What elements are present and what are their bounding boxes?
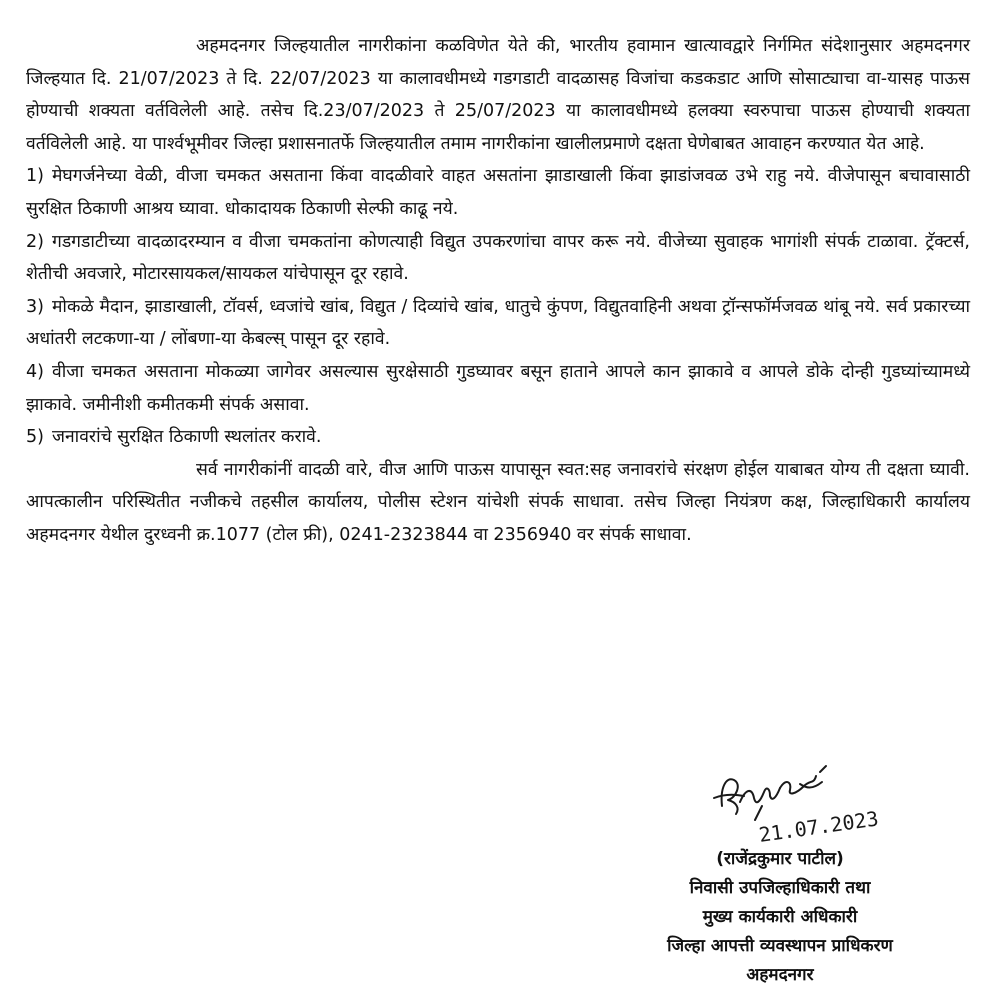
list-item — [26, 226, 970, 291]
handwritten-signature — [700, 758, 900, 848]
list-item — [26, 356, 970, 421]
signature-date: 21.07.2023 — [757, 806, 880, 847]
signatory-designation-1: निवासी उपजिल्हाधिकारी तथा — [689, 878, 871, 898]
item-text: गडगडाटीच्या वादळादरम्यान व वीजा चमकतांना कोणत्याही विद्युत उपकरणांचा वापर करू नये. वीजेच्या सुवाहक भागांशी संपर्क टाळावा. ट्रॅक्टर्स, शेतीची अवजारे, मोटारसायकल/सायकल यांचेपासून दूर रहावे. — [26, 231, 970, 285]
list-item — [26, 160, 970, 225]
item-number: 4) — [26, 361, 44, 382]
item-number: 2) — [26, 231, 44, 252]
signature-drawing — [700, 758, 900, 848]
item-text: जनावरांचे सुरक्षित ठिकाणी स्थलांतर करावे. — [51, 427, 322, 448]
closing-paragraph: सर्व नागरीकांनीं वादळी वारे, वीज आणि पाऊस यापासून स्वत:सह जनावरांचे संरक्षण होईल याबाबत योग्य ती दक्षता घ्यावी. आपत्कालीन परिस्थितीत नजीकचे तहसील कार्यालय, पोलीस स्टेशन यांचेशी संपर्क साधावा. तसेच जिल्हा नियंत्रण कक्ष, जिल्हाधिकारी कार्यालय अहमदनगर येथील दुरध्वनी क्र.1077 (टोल फ्री), 0241-2323844 वा 2356940 वर संपर्क साधावा. — [26, 459, 970, 545]
item-text: मेघगर्जनेच्या वेळी, वीजा चमकत असताना किंवा वादळीवारे वाहत असतांना झाडाखाली किंवा झाडांजवळ उभे राहु नये. वीजेपासून बचावासाठी सुरक्षित ठिकाणी आश्रय घ्यावा. धोकादायक ठिकाणी सेल्फी काढू नये. — [26, 166, 970, 219]
item-text: वीजा चमकत असताना मोकळ्या जागेवर असल्यास सुरक्षेसाठी गुडघ्यावर बसून हाताने आपले कान झाकावे व आपले डोके दोन्ही गुडघ्यांच्यामध्ये झाकावे. जमीनीशी कमीतकमी संपर्क असावा. — [26, 361, 970, 415]
signatory-designation-2: मुख्य कार्यकारी अधिकारी — [702, 907, 858, 927]
item-number: 3) — [26, 296, 44, 317]
item-text: मोकळे मैदान, झाडाखाली, टॉवर्स, ध्वजांचे खांब, विद्युत / दिव्यांचे खांब, धातुचे कुंपण, विद्युतवाहिनी अथवा ट्रॉन्सफॉर्मजवळ थांबू नये. सर्व प्रकारच्या अधांतरी लटकणा-या / लोंबणा-या केबल्स् पासून दूर रहावे. — [26, 296, 970, 350]
precautions-list — [26, 160, 970, 453]
list-item — [26, 291, 970, 356]
item-number: 5) — [26, 427, 44, 448]
intro-paragraph: अहमदनगर जिल्हयातील नागरीकांना कळविणेत येते की, भारतीय हवामान खात्यावद्वारे निर्गमित संदेशानुसार अहमदनगर जिल्हयात दि. 21/07/2023 ते दि. 22/07/2023 या कालावधीमध्ये गडगडाटी वादळासह विजांचा कडकडाट आणि सोसाट्याचा वा-यासह पाऊस होण्याची शक्यता वर्तविलेली आहे. तसेच दि.23/07/2023 ते 25/07/2023 या कालावधीमध्ये हलक्या स्वरुपाचा पाऊस होण्याची शक्यता वर्तविलेली आहे. या पार्श्वभूमीवर जिल्हा प्रशासनातर्फे जिल्हयातील तमाम नागरीकांना खालीलप्रमाणे दक्षता घेणेबाबत आवाहन करण्यात येत आहे. — [26, 36, 970, 154]
list-item — [26, 421, 970, 454]
signatory-designation-3: जिल्हा आपत्ती व्यवस्थापन प्राधिकरण — [667, 936, 893, 956]
item-number: 1) — [26, 166, 44, 187]
document-body — [26, 30, 970, 552]
signatory-name: (राजेंद्रकुमार पाटील) — [716, 849, 844, 869]
signatory-place: अहमदनगर — [746, 965, 814, 985]
signatory-block — [560, 845, 996, 990]
